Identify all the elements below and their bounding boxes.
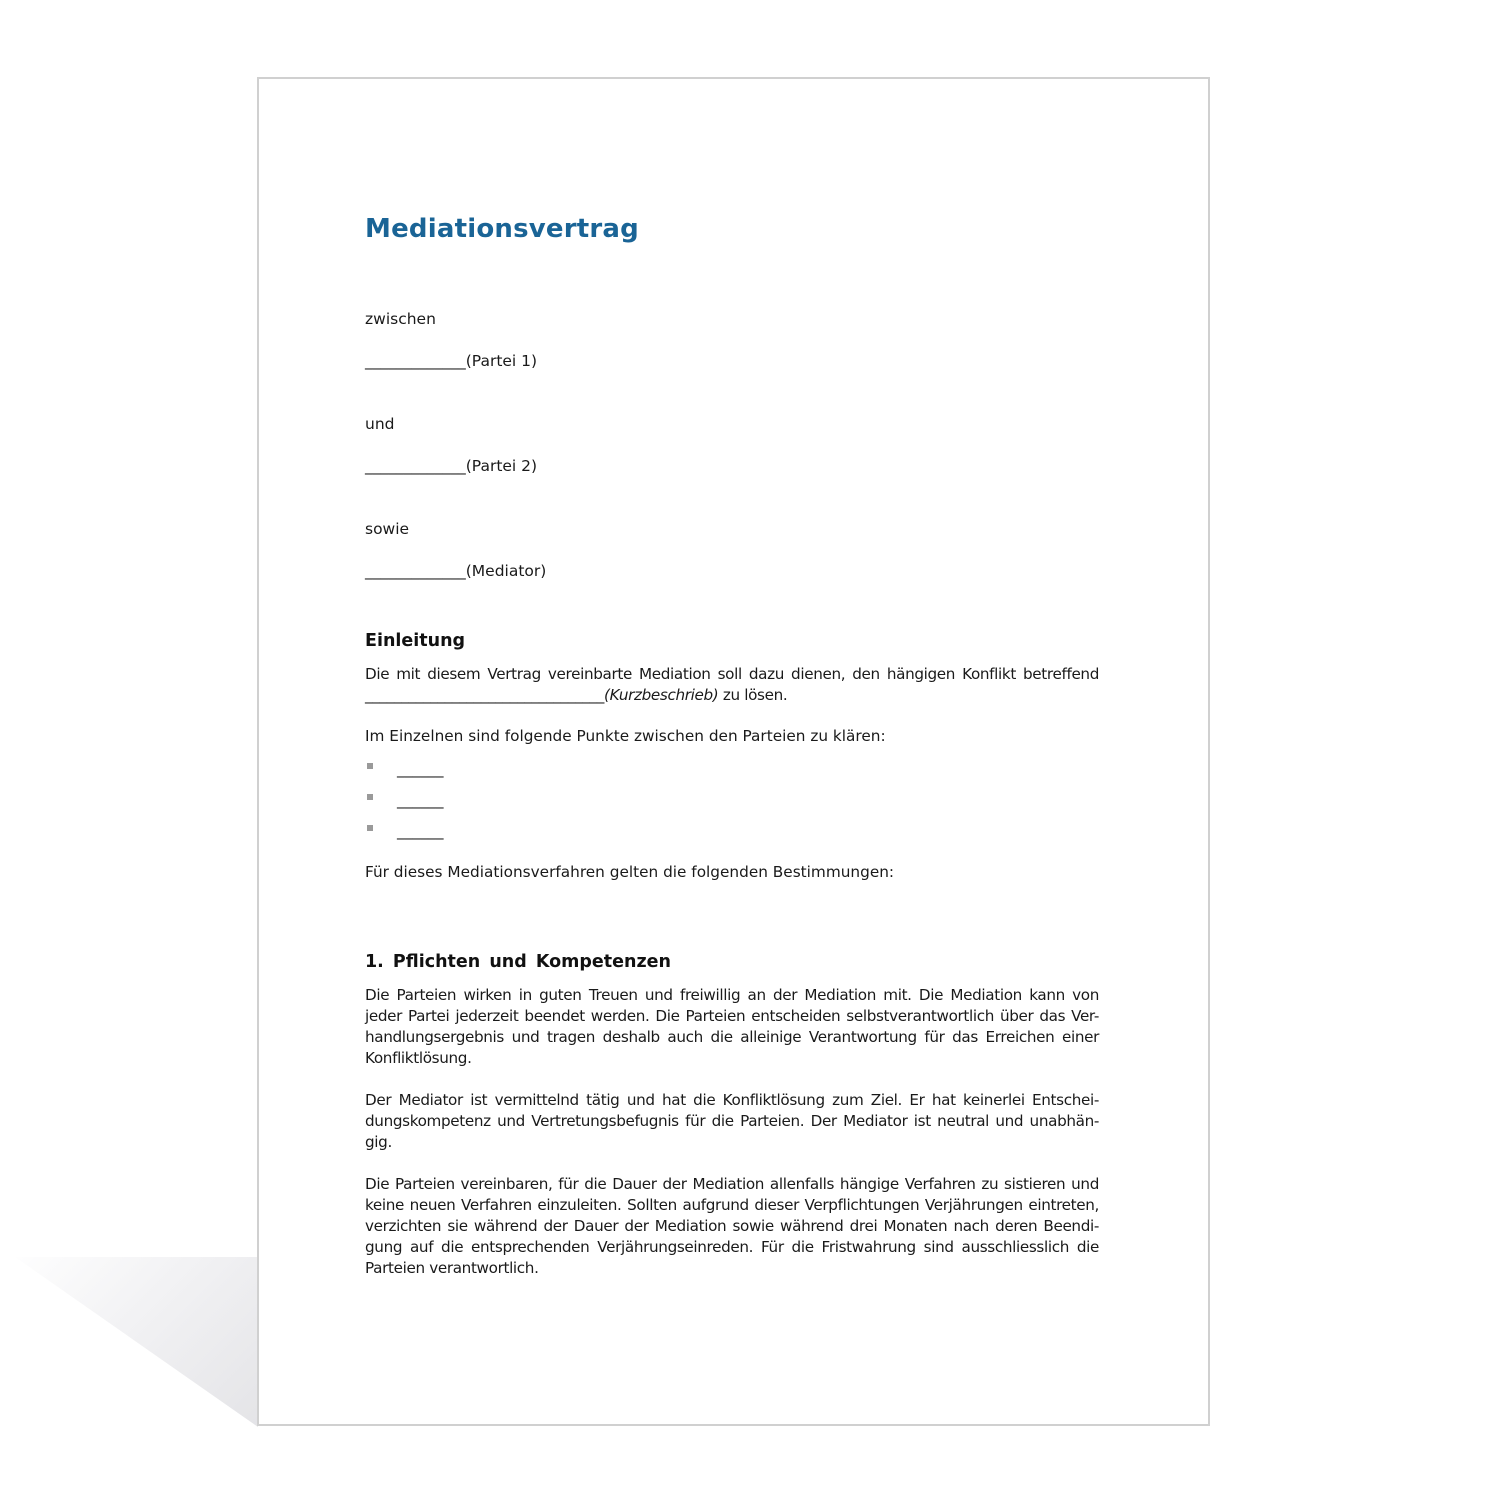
paragraph-line: verzichten sie während der Dauer der Mediation sowie während drei Monaten nach deren Beendi- [365,1217,1099,1235]
paragraph-line: Parteien verantwortlich. [365,1259,539,1277]
square-bullet-icon [367,763,373,769]
section1-paragraph1 [365,985,1099,1069]
list-item [365,791,565,811]
party1-field: _____________(Partei 1) [365,352,538,370]
provisions-intro: Für dieses Mediationsverfahren gelten die folgenden Bestimmungen: [365,863,895,881]
party2-field: _____________(Partei 2) [365,457,538,475]
points-intro: Im Einzelnen sind folgende Punkte zwischen den Parteien zu klären: [365,727,886,745]
also-label: sowie [365,520,410,538]
page-shadow [0,1257,258,1427]
paragraph-line: Die Parteien vereinbaren, für die Dauer der Mediation allenfalls hängige Verfahren zu sistieren und [365,1175,1099,1193]
paragraph-line: keine neuen Verfahren einzuleiten. Sollten aufgrund dieser Verpflichtungen Verjährungen eintreten, [365,1196,1099,1214]
introduction-line: Die mit diesem Vertrag vereinbarte Mediation soll dazu dienen, den hängigen Konflikt betreffend [365,665,1099,683]
document-title: Mediationsvertrag [365,214,639,244]
document-page [257,77,1210,1426]
introduction-line [365,685,1099,706]
between-label: zwischen [365,310,436,328]
paragraph-line: Der Mediator ist vermittelnd tätig und hat die Konfliktlösung zum Ziel. Er hat keinerlei Entschei- [365,1091,1099,1109]
short-description-blank: _________________________________ [365,686,605,704]
introduction-line-end: zu lösen. [718,686,788,704]
paragraph-line: Die Parteien wirken in guten Treuen und freiwillig an der Mediation mit. Die Mediation kann von [365,986,1099,1004]
paragraph-line: Konfliktlösung. [365,1049,472,1067]
square-bullet-icon [367,825,373,831]
paragraph-line: handlungsergebnis und tragen deshalb auch die alleinige Verantwortung für das Erreichen einer [365,1028,1099,1046]
mediator-field: _____________(Mediator) [365,562,547,580]
list-item-text: ______ [397,822,444,840]
list-item-text: ______ [397,760,444,778]
section1-heading: 1. Pflichten und Kompetenzen [365,952,671,972]
paragraph-line: gung auf die entsprechenden Verjährungseinreden. Für die Fristwahrung sind ausschliesslich die [365,1238,1099,1256]
paragraph-line: gig. [365,1133,392,1151]
paragraph-line: dungskompetenz und Vertretungsbefugnis für die Parteien. Der Mediator ist neutral und unabhän- [365,1112,1099,1130]
paragraph-line: jeder Partei jederzeit beendet werden. Die Parteien entscheiden selbstverantwortlich über das Ver- [365,1007,1099,1025]
list-item [365,822,565,842]
list-item [365,760,565,780]
and-label: und [365,415,395,433]
section1-paragraph3 [365,1174,1099,1279]
introduction-heading: Einleitung [365,631,466,651]
square-bullet-icon [367,794,373,800]
list-item-text: ______ [397,791,444,809]
introduction-paragraph [365,664,1099,706]
section1-paragraph2 [365,1090,1099,1153]
short-description-hint: (Kurzbeschrieb) [604,686,719,704]
